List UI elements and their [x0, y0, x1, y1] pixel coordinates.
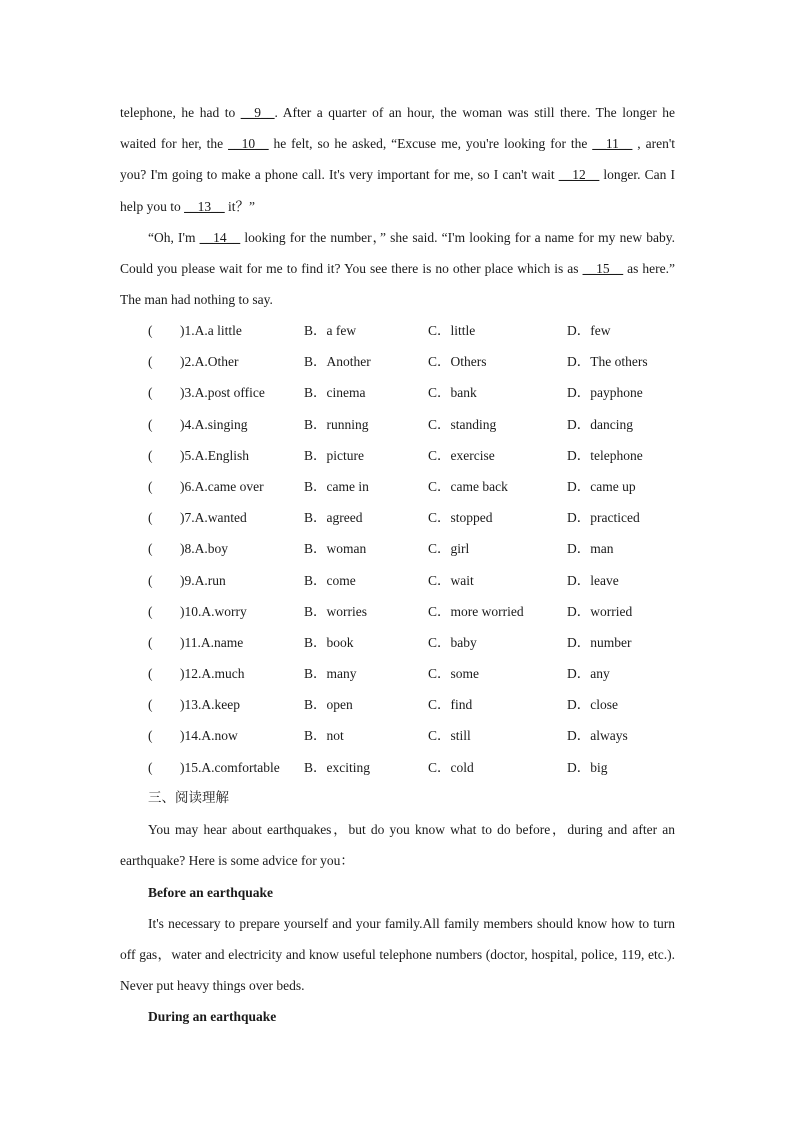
option-a: )8.A.boy	[180, 541, 228, 557]
option-c: C．find	[428, 697, 473, 713]
question-row	[148, 502, 688, 533]
passage-text: as here.” The man had nothing to say.	[120, 261, 676, 308]
answer-paren[interactable]: (	[148, 354, 153, 370]
answer-blank: __15__	[582, 261, 624, 277]
passage-text: . After a quarter of an hour, the woman was still there. The longer he waited for her, the	[120, 105, 675, 152]
answer-paren[interactable]: (	[148, 510, 153, 526]
option-c: C．exercise	[428, 447, 495, 463]
option-c: C．wait	[428, 572, 474, 588]
question-list	[148, 315, 688, 783]
option-b: B．worries	[304, 603, 367, 619]
answer-paren[interactable]: (	[148, 603, 153, 619]
option-b: B．many	[304, 666, 357, 682]
answer-paren[interactable]: (	[148, 728, 153, 744]
option-a: )3.A.post office	[180, 385, 265, 401]
cloze-paragraph-2	[120, 222, 675, 316]
question-row	[148, 720, 688, 751]
option-b: B．open	[304, 697, 353, 713]
option-d: D．practiced	[567, 510, 640, 526]
answer-blank: __12__	[558, 167, 600, 183]
option-a: )11.A.name	[180, 634, 244, 650]
option-d: D．number	[567, 634, 632, 650]
question-row	[148, 689, 688, 720]
reading-intro: You may hear about earthquakes，but do you know what to do before，during and after an earthquake? Here is some advice for you：	[120, 822, 675, 869]
answer-paren[interactable]: (	[148, 572, 153, 588]
option-a: )9.A.run	[180, 572, 226, 588]
option-b: B．picture	[304, 447, 364, 463]
question-row	[148, 377, 688, 408]
option-a: )5.A.English	[180, 447, 249, 463]
option-b: B．exciting	[304, 759, 370, 775]
question-row	[148, 440, 688, 471]
answer-paren[interactable]: (	[148, 323, 153, 338]
option-b: B．Another	[304, 354, 371, 370]
option-d: D．came up	[567, 478, 636, 494]
question-row	[148, 658, 688, 689]
option-c: C．came back	[428, 478, 508, 494]
option-d: D．always	[567, 728, 628, 744]
question-row	[148, 627, 688, 658]
option-a: )2.A.Other	[180, 354, 239, 370]
option-c: C．bank	[428, 385, 477, 401]
option-c: C．standing	[428, 416, 497, 432]
question-row	[148, 596, 688, 627]
option-c: C．stopped	[428, 510, 493, 526]
question-row	[148, 752, 688, 783]
option-a: )7.A.wanted	[180, 510, 247, 526]
option-a: )4.A.singing	[180, 416, 248, 432]
option-d: D．worried	[567, 603, 633, 619]
option-b: B．running	[304, 416, 369, 432]
option-d: D．big	[567, 759, 608, 775]
option-c: C．girl	[428, 541, 470, 557]
answer-paren[interactable]: (	[148, 478, 153, 494]
cloze-paragraph-1	[120, 97, 675, 222]
before-earthquake-text: It's necessary to prepare yourself and your family.All family members should know how to turn off gas，water and electricity and know useful telephone numbers (doctor, hospital, police, 119, etc.). Never put heavy things over beds.	[120, 916, 675, 994]
option-d: D．The others	[567, 354, 648, 370]
option-d: D．leave	[567, 572, 619, 588]
option-c: C．cold	[428, 759, 474, 775]
option-a: )1.A.a little	[180, 323, 242, 338]
option-c: C．more worried	[428, 603, 524, 619]
question-row	[148, 565, 688, 596]
answer-paren[interactable]: (	[148, 447, 153, 463]
answer-paren[interactable]: (	[148, 416, 153, 432]
answer-blank: __9__	[240, 105, 275, 120]
passage-text: he felt, so he asked, “Excuse me, you're looking for the	[268, 136, 593, 152]
option-c: C．Others	[428, 354, 487, 370]
option-d: D．payphone	[567, 385, 643, 401]
answer-blank: __14__	[199, 230, 241, 245]
passage-text: longer. Can I help you to	[120, 167, 675, 214]
passage-text: , aren't you? I'm going to make a phone call. It's very important for me, so I can't wait	[120, 136, 675, 183]
option-b: B．a few	[304, 323, 357, 338]
option-d: D．any	[567, 666, 610, 682]
answer-paren[interactable]: (	[148, 385, 153, 401]
option-b: B．came in	[304, 478, 369, 494]
option-b: B．book	[304, 634, 354, 650]
answer-paren[interactable]: (	[148, 541, 153, 557]
option-c: C．little	[428, 323, 476, 338]
section-title: 三、阅读理解	[148, 790, 229, 806]
option-c: C．some	[428, 666, 480, 682]
heading-during-earthquake: During an earthquake	[148, 1009, 277, 1024]
question-row	[148, 346, 688, 377]
question-row	[148, 533, 688, 564]
question-row	[148, 471, 688, 502]
option-d: D．few	[567, 323, 611, 338]
option-a: )13.A.keep	[180, 697, 240, 713]
heading-before-earthquake: Before an earthquake	[148, 885, 273, 900]
answer-blank: __11__	[592, 136, 633, 152]
option-a: )14.A.now	[180, 728, 238, 744]
answer-blank: __13__	[184, 198, 225, 214]
option-b: B．come	[304, 572, 356, 588]
answer-paren[interactable]: (	[148, 634, 153, 650]
passage-text: looking for the number，” she said. “I'm looking for a name for my new baby. Could you please wait for me to find it? You see there is no other place which is as	[120, 230, 675, 277]
answer-paren[interactable]: (	[148, 759, 153, 775]
option-d: D．man	[567, 541, 614, 557]
question-row	[148, 409, 688, 440]
option-a: )15.A.comfortable	[180, 759, 280, 775]
option-c: C．baby	[428, 634, 477, 650]
option-c: C．still	[428, 728, 471, 744]
answer-paren[interactable]: (	[148, 697, 153, 713]
option-b: B．cinema	[304, 385, 366, 401]
option-b: B．woman	[304, 541, 367, 557]
option-d: D．telephone	[567, 447, 643, 463]
option-a: )12.A.much	[180, 666, 245, 682]
option-d: D．close	[567, 697, 618, 713]
option-a: )10.A.worry	[180, 603, 247, 619]
answer-blank: __10__	[228, 136, 269, 152]
passage-text: it？”	[224, 198, 255, 214]
option-a: )6.A.came over	[180, 478, 264, 494]
option-d: D．dancing	[567, 416, 633, 432]
passage-text: telephone, he had to	[120, 105, 241, 120]
question-row	[148, 315, 688, 346]
option-b: B．agreed	[304, 510, 363, 526]
answer-paren[interactable]: (	[148, 666, 153, 682]
option-b: B．not	[304, 728, 344, 744]
passage-text: “Oh, I'm	[148, 230, 200, 245]
